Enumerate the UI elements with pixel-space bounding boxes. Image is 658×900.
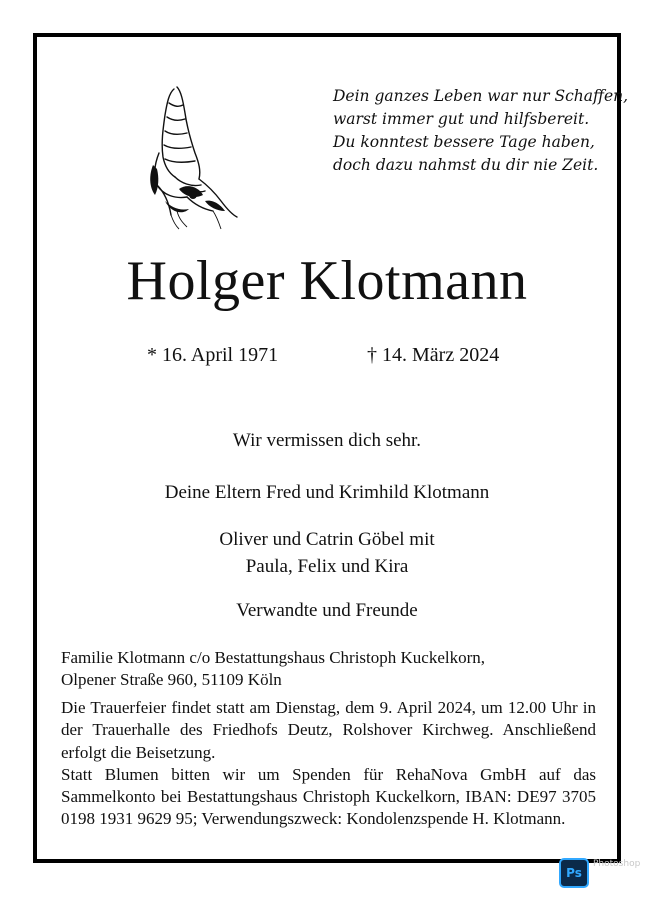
deceased-name: Holger Klotmann [126, 250, 528, 312]
poem-line: warst immer gut und hilfsbereit. [333, 110, 590, 128]
relatives-line: Verwandte und Freunde [236, 600, 418, 621]
address-line: Familie Klotmann c/o Bestattungshaus Christoph Kuckelkorn, [61, 648, 486, 667]
obituary-frame [33, 33, 629, 863]
poem-line: Dein ganzes Leben war nur Schaffen, [333, 87, 629, 105]
photoshop-icon: Ps [559, 858, 589, 888]
ceremony-paragraph: Die Trauerfeier findet statt am Dienstag, dem 9. April 2024, um 12.00 Uhr in der Trauerhalle des Friedhofs Deutz, Rolshover Kirchweg. Anschließend erfolgt die Beisetzung. [61, 698, 596, 762]
address-line: Olpener Straße 960, 51109 Köln [61, 670, 282, 689]
birth-date: * 16. April 1971 [147, 344, 279, 366]
siblings-line-2: Paula, Felix und Kira [245, 556, 409, 577]
poem-line: doch dazu nahmst du dir nie Zeit. [333, 156, 599, 174]
parents-line: Deine Eltern Fred und Krimhild Klotmann [164, 482, 490, 503]
siblings-line-1: Oliver und Catrin Göbel mit [219, 529, 435, 550]
praying-hands-icon [129, 83, 239, 233]
miss-message: Wir vermissen dich sehr. [232, 430, 422, 451]
watermark-label: Photoshop [593, 859, 641, 869]
poem [333, 85, 629, 177]
notice-text [61, 697, 596, 831]
donation-paragraph: Statt Blumen bitten wir um Spenden für RehaNova GmbH auf das Sammelkonto bei Bestattungshaus Christoph Kuckelkorn, IBAN: DE97 3705 0198 1931 9629 95; Verwendungszweck: Kondolenzspende H. Klotmann. [61, 764, 596, 829]
poem-line: Du konntest bessere Tage haben, [333, 133, 595, 151]
contact-address [61, 647, 601, 691]
death-date: † 14. März 2024 [367, 344, 500, 366]
